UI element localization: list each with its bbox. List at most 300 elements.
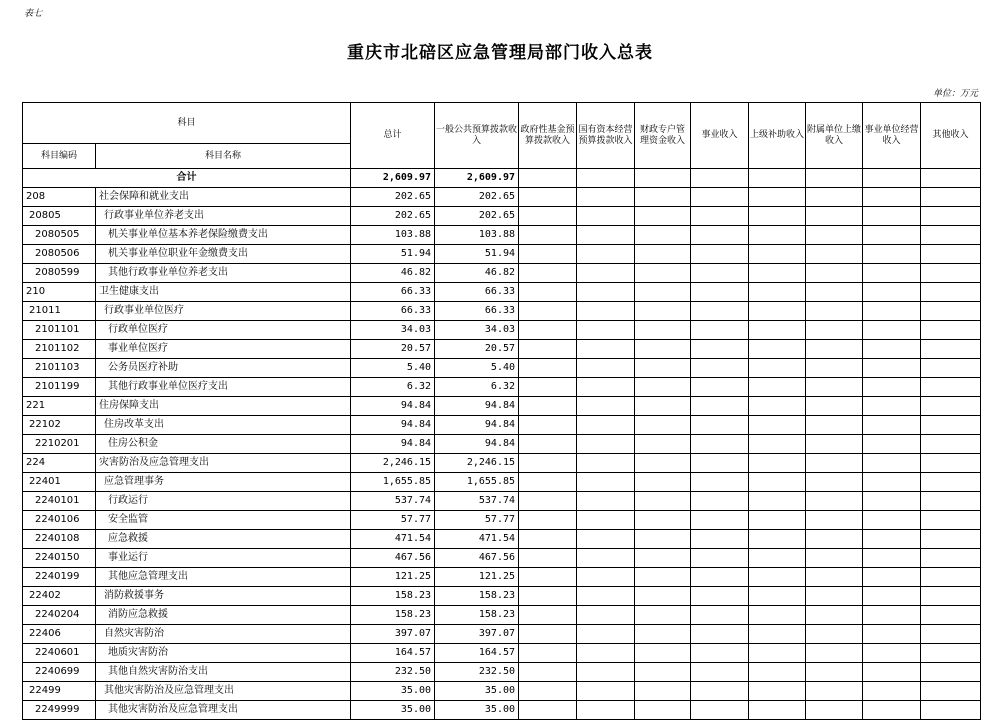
table-number: 表七 [24,9,43,19]
general-budget-amount: 471.54 [435,530,519,549]
empty-cell [749,663,806,682]
empty-cell [863,264,921,283]
empty-cell [577,264,635,283]
empty-cell [577,435,635,454]
empty-cell [921,416,981,435]
empty-cell [691,378,749,397]
total-amount: 202.65 [351,207,435,226]
header-affiliated-units: 附属单位上缴收入 [806,103,863,169]
empty-cell [691,435,749,454]
total-amount: 121.25 [351,568,435,587]
table-row [23,340,981,359]
header-business: 事业收入 [691,103,749,169]
general-budget-amount: 467.56 [435,549,519,568]
empty-cell [806,511,863,530]
empty-cell [635,663,691,682]
table-row [23,663,981,682]
empty-cell [749,568,806,587]
page-title: 重庆市北碚区应急管理局部门收入总表 [347,43,653,63]
subject-code: 20805 [23,207,96,226]
total-amount: 103.88 [351,226,435,245]
general-budget-amount: 57.77 [435,511,519,530]
empty-cell [863,473,921,492]
general-budget-amount: 103.88 [435,226,519,245]
empty-cell [806,359,863,378]
empty-cell [519,587,577,606]
empty-cell [519,340,577,359]
empty-cell [806,435,863,454]
general-budget-amount: 202.65 [435,207,519,226]
general-budget-amount: 164.57 [435,644,519,663]
total-amount: 51.94 [351,245,435,264]
empty-cell [749,625,806,644]
subject-code: 2249999 [23,701,96,720]
empty-cell [921,568,981,587]
empty-cell [635,473,691,492]
table-row [23,416,981,435]
empty-cell [749,302,806,321]
empty-cell [921,530,981,549]
empty-cell [749,397,806,416]
empty-cell [635,644,691,663]
empty-cell [519,188,577,207]
subject-name: 安全监管 [96,511,351,530]
subject-code: 2240101 [23,492,96,511]
empty-cell [577,549,635,568]
empty-cell [863,378,921,397]
empty-cell [691,701,749,720]
empty-cell [577,682,635,701]
empty-cell [863,606,921,625]
empty-cell [691,492,749,511]
general-budget-amount: 94.84 [435,416,519,435]
general-budget-amount: 46.82 [435,264,519,283]
empty-cell [921,492,981,511]
empty-cell [635,530,691,549]
subject-code: 2240199 [23,568,96,587]
empty-cell [749,606,806,625]
empty-cell [635,207,691,226]
empty-cell [921,644,981,663]
general-budget-amount: 94.84 [435,397,519,416]
empty-cell [749,245,806,264]
empty-cell [806,492,863,511]
empty-cell [577,530,635,549]
empty-cell [691,511,749,530]
empty-cell [635,397,691,416]
header-gov-fund: 政府性基金预算拨款收入 [519,103,577,169]
empty-cell [635,435,691,454]
empty-cell [635,682,691,701]
empty-cell [519,283,577,302]
empty-cell [691,321,749,340]
subject-code: 22402 [23,587,96,606]
total-amount: 158.23 [351,587,435,606]
empty-cell [519,473,577,492]
empty-cell [577,340,635,359]
total-amount: 94.84 [351,416,435,435]
table-row [23,682,981,701]
empty-cell [863,663,921,682]
empty-cell [577,606,635,625]
empty-cell [921,169,981,188]
total-amount: 2,246.15 [351,454,435,473]
empty-cell [635,340,691,359]
subject-name: 机关事业单位基本养老保险缴费支出 [96,226,351,245]
empty-cell [635,416,691,435]
subject-name: 其他行政事业单位养老支出 [96,264,351,283]
table-row [23,302,981,321]
table-row [23,568,981,587]
empty-cell [635,359,691,378]
empty-cell [691,663,749,682]
table-row [23,359,981,378]
empty-cell [806,663,863,682]
empty-cell [519,701,577,720]
empty-cell [691,283,749,302]
empty-cell [921,606,981,625]
empty-cell [691,207,749,226]
empty-cell [519,264,577,283]
empty-cell [749,587,806,606]
total-amount: 1,655.85 [351,473,435,492]
empty-cell [519,568,577,587]
empty-cell [635,321,691,340]
empty-cell [577,454,635,473]
empty-cell [921,283,981,302]
subject-code: 22406 [23,625,96,644]
empty-cell [519,169,577,188]
empty-cell [577,511,635,530]
subject-name: 机关事业单位职业年金缴费支出 [96,245,351,264]
empty-cell [519,321,577,340]
subject-name: 其他行政事业单位医疗支出 [96,378,351,397]
empty-cell [749,169,806,188]
table-row [23,226,981,245]
empty-cell [577,169,635,188]
empty-cell [691,245,749,264]
table-row [23,264,981,283]
general-budget-amount: 232.50 [435,663,519,682]
empty-cell [863,283,921,302]
empty-cell [921,549,981,568]
empty-cell [691,454,749,473]
empty-cell [806,568,863,587]
empty-cell [921,587,981,606]
empty-cell [806,169,863,188]
empty-cell [635,511,691,530]
income-summary-table [22,102,981,720]
empty-cell [863,701,921,720]
empty-cell [921,454,981,473]
header-superior-subsidy: 上级补助收入 [749,103,806,169]
subject-code: 208 [23,188,96,207]
table-row [23,188,981,207]
subject-name: 地质灾害防治 [96,644,351,663]
header-total: 总计 [351,103,435,169]
empty-cell [749,454,806,473]
header-code: 科目编码 [23,144,96,169]
subject-code: 2101101 [23,321,96,340]
empty-cell [577,397,635,416]
empty-cell [519,492,577,511]
subject-code: 2240699 [23,663,96,682]
subject-name: 其他应急管理支出 [96,568,351,587]
empty-cell [863,416,921,435]
empty-cell [921,321,981,340]
empty-cell [519,511,577,530]
empty-cell [863,245,921,264]
total-amount: 537.74 [351,492,435,511]
subject-code: 2101103 [23,359,96,378]
empty-cell [691,530,749,549]
empty-cell [691,416,749,435]
subject-code: 2240204 [23,606,96,625]
empty-cell [577,321,635,340]
empty-cell [635,625,691,644]
empty-cell [806,321,863,340]
table-row [23,435,981,454]
empty-cell [806,188,863,207]
empty-cell [691,340,749,359]
subject-name: 行政事业单位养老支出 [96,207,351,226]
total-general: 2,609.97 [435,169,519,188]
empty-cell [806,682,863,701]
empty-cell [691,188,749,207]
general-budget-amount: 5.40 [435,359,519,378]
total-amount: 6.32 [351,378,435,397]
total-amount: 35.00 [351,682,435,701]
empty-cell [519,435,577,454]
general-budget-amount: 2,246.15 [435,454,519,473]
table-row [23,701,981,720]
table-row [23,644,981,663]
empty-cell [635,245,691,264]
empty-cell [749,435,806,454]
subject-name: 自然灾害防治 [96,625,351,644]
empty-cell [921,302,981,321]
empty-cell [635,188,691,207]
empty-cell [863,492,921,511]
empty-cell [921,682,981,701]
general-budget-amount: 94.84 [435,435,519,454]
general-budget-amount: 537.74 [435,492,519,511]
empty-cell [921,378,981,397]
empty-cell [577,245,635,264]
subject-code: 2101102 [23,340,96,359]
empty-cell [691,169,749,188]
total-amount: 34.03 [351,321,435,340]
empty-cell [749,378,806,397]
empty-cell [519,359,577,378]
empty-cell [691,606,749,625]
empty-cell [635,587,691,606]
empty-cell [806,264,863,283]
subject-name: 应急救援 [96,530,351,549]
general-budget-amount: 35.00 [435,701,519,720]
empty-cell [749,359,806,378]
empty-cell [519,682,577,701]
empty-cell [749,188,806,207]
subject-name: 灾害防治及应急管理支出 [96,454,351,473]
empty-cell [519,530,577,549]
empty-cell [577,473,635,492]
total-label: 合计 [23,169,351,188]
empty-cell [577,302,635,321]
table-row [23,587,981,606]
empty-cell [577,701,635,720]
total-amount: 5.40 [351,359,435,378]
empty-cell [519,226,577,245]
empty-cell [806,397,863,416]
total-amount: 158.23 [351,606,435,625]
subject-name: 社会保障和就业支出 [96,188,351,207]
empty-cell [691,587,749,606]
total-amount: 232.50 [351,663,435,682]
subject-code: 2210201 [23,435,96,454]
total-amount: 2,609.97 [351,169,435,188]
total-amount: 202.65 [351,188,435,207]
header-state-capital: 国有资本经营预算拨款收入 [577,103,635,169]
table-row [23,492,981,511]
empty-cell [749,340,806,359]
empty-cell [806,226,863,245]
subject-name: 事业单位医疗 [96,340,351,359]
empty-cell [749,321,806,340]
subject-code: 224 [23,454,96,473]
empty-cell [921,340,981,359]
empty-cell [921,226,981,245]
empty-cell [635,549,691,568]
empty-cell [519,397,577,416]
empty-cell [806,606,863,625]
table-row [23,511,981,530]
empty-cell [691,568,749,587]
empty-cell [863,169,921,188]
empty-cell [863,625,921,644]
empty-cell [863,435,921,454]
general-budget-amount: 34.03 [435,321,519,340]
empty-cell [519,663,577,682]
empty-cell [691,682,749,701]
empty-cell [519,606,577,625]
header-subject: 科目 [23,103,351,144]
table-row [23,606,981,625]
header-other: 其他收入 [921,103,981,169]
empty-cell [863,568,921,587]
empty-cell [921,625,981,644]
empty-cell [863,340,921,359]
general-budget-amount: 20.57 [435,340,519,359]
empty-cell [519,454,577,473]
subject-name: 应急管理事务 [96,473,351,492]
empty-cell [691,359,749,378]
table-row [23,454,981,473]
empty-cell [921,435,981,454]
subject-code: 2240601 [23,644,96,663]
empty-cell [863,511,921,530]
subject-code: 2240108 [23,530,96,549]
empty-cell [635,283,691,302]
subject-name: 其他灾害防治及应急管理支出 [96,701,351,720]
empty-cell [863,321,921,340]
empty-cell [577,188,635,207]
empty-cell [921,511,981,530]
general-budget-amount: 35.00 [435,682,519,701]
empty-cell [691,302,749,321]
empty-cell [921,188,981,207]
empty-cell [863,454,921,473]
empty-cell [519,549,577,568]
empty-cell [519,207,577,226]
subject-code: 210 [23,283,96,302]
empty-cell [863,644,921,663]
subject-name: 事业运行 [96,549,351,568]
empty-cell [863,549,921,568]
empty-cell [749,701,806,720]
empty-cell [635,226,691,245]
subject-name: 行政运行 [96,492,351,511]
empty-cell [749,416,806,435]
empty-cell [635,492,691,511]
empty-cell [749,682,806,701]
empty-cell [635,378,691,397]
subject-code: 22401 [23,473,96,492]
general-budget-amount: 66.33 [435,283,519,302]
empty-cell [635,302,691,321]
empty-cell [749,473,806,492]
empty-cell [806,245,863,264]
empty-cell [921,473,981,492]
empty-cell [519,245,577,264]
total-amount: 20.57 [351,340,435,359]
subject-name: 住房改革支出 [96,416,351,435]
empty-cell [863,302,921,321]
total-amount: 467.56 [351,549,435,568]
empty-cell [635,701,691,720]
subject-name: 其他灾害防治及应急管理支出 [96,682,351,701]
empty-cell [921,701,981,720]
empty-cell [577,416,635,435]
empty-cell [577,378,635,397]
subject-name: 行政单位医疗 [96,321,351,340]
general-budget-amount: 51.94 [435,245,519,264]
general-budget-amount: 1,655.85 [435,473,519,492]
empty-cell [519,378,577,397]
header-fiscal-special: 财政专户管理资金收入 [635,103,691,169]
empty-cell [749,207,806,226]
empty-cell [921,264,981,283]
empty-cell [921,359,981,378]
empty-cell [577,207,635,226]
empty-cell [806,473,863,492]
subject-code: 21011 [23,302,96,321]
total-row [23,169,981,188]
table-row [23,397,981,416]
subject-code: 2240150 [23,549,96,568]
subject-name: 公务员医疗补助 [96,359,351,378]
empty-cell [921,245,981,264]
empty-cell [635,454,691,473]
empty-cell [577,226,635,245]
empty-cell [863,226,921,245]
empty-cell [863,188,921,207]
empty-cell [749,549,806,568]
table-row [23,625,981,644]
header-name: 科目名称 [96,144,351,169]
subject-code: 2240106 [23,511,96,530]
general-budget-amount: 6.32 [435,378,519,397]
